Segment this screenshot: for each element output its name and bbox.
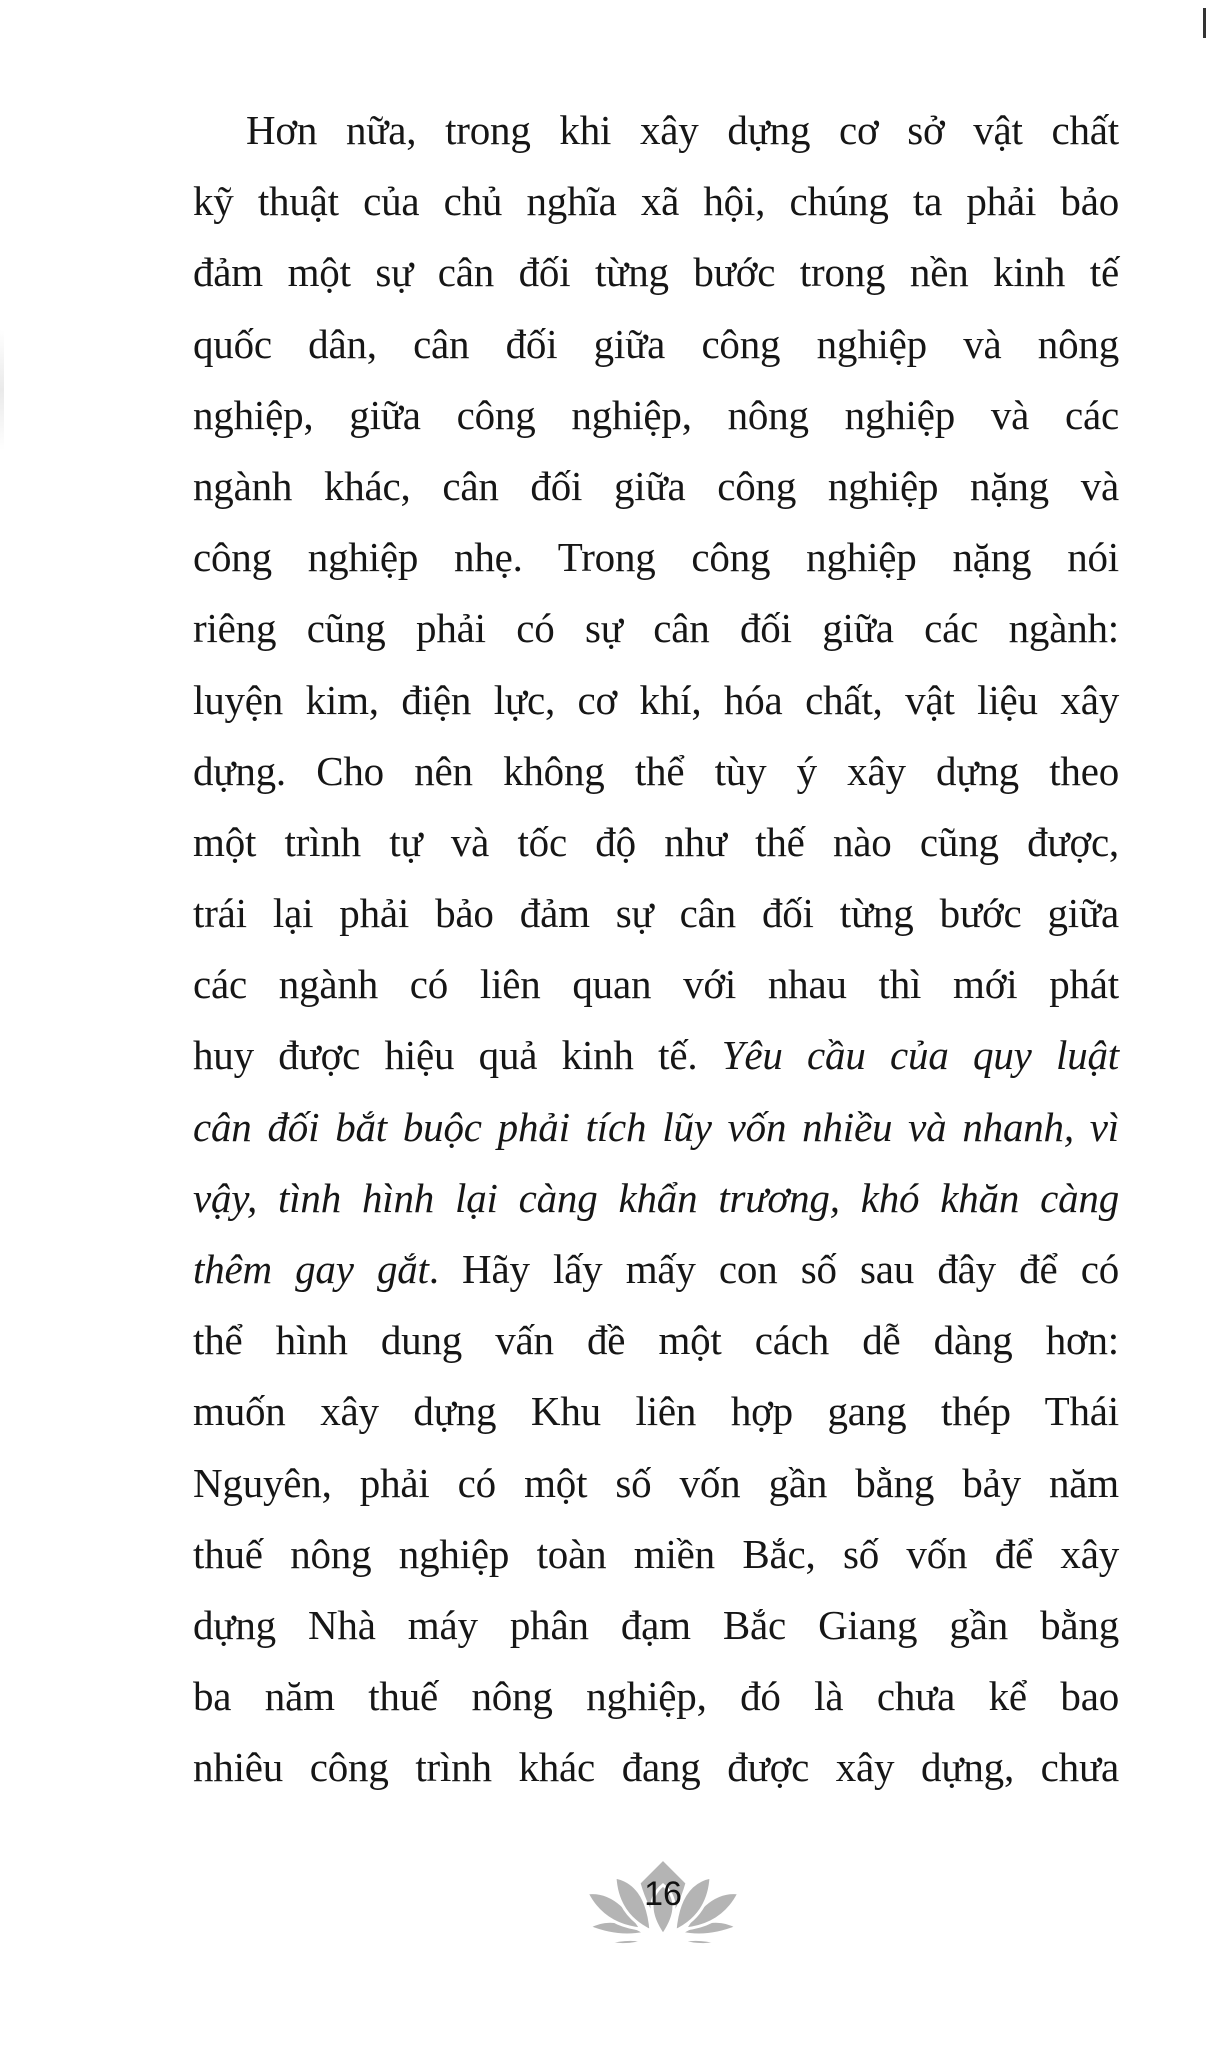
text-run: các ngành có liên quan với nhau thì mới phát: [193, 961, 1119, 1008]
text-run: nghiệp, giữa công nghiệp, nông nghiệp và các: [193, 391, 1119, 438]
text-line: [193, 593, 1119, 664]
text-line: [193, 95, 1119, 166]
text-line: [193, 878, 1119, 949]
text-line: [193, 1234, 1119, 1305]
text-run: đảm một sự cân đối từng bước trong nền kinh tế: [193, 249, 1119, 296]
text-run: Hơn nữa, trong khi xây dựng cơ sở vật chất: [246, 107, 1119, 153]
text-line: [193, 807, 1119, 878]
text-line: [193, 736, 1119, 807]
text-run: trái lại phải bảo đảm sự cân đối từng bước giữa: [193, 890, 1119, 937]
text-run: riêng cũng phải có sự cân đối giữa các ngành:: [193, 605, 1119, 652]
scan-smudge: [0, 330, 4, 450]
text-run: dựng Nhà máy phân đạm Bắc Giang gần bằng: [193, 1601, 1119, 1648]
italic-text-run: cân đối bắt buộc phải tích lũy vốn nhiều và nhanh, vì: [193, 1103, 1119, 1150]
page-number-folio: [583, 1855, 743, 1955]
text-run: Nguyên, phải có một số vốn gần bằng bảy năm: [193, 1459, 1119, 1506]
text-line: [193, 522, 1119, 593]
text-line: [193, 1519, 1119, 1590]
text-run: ngành khác, cân đối giữa công nghiệp nặng và: [193, 462, 1119, 509]
text-line: [193, 949, 1119, 1020]
text-line: [193, 1305, 1119, 1376]
text-line: [193, 1661, 1119, 1732]
text-run: huy được hiệu quả kinh tế.: [193, 1032, 722, 1079]
italic-text-run: Yêu cầu của quy luật: [721, 1032, 1119, 1079]
text-run: ba năm thuế nông nghiệp, đó là chưa kể bao: [193, 1673, 1119, 1720]
text-line: [193, 1092, 1119, 1163]
body-paragraph: [193, 95, 1119, 1804]
text-line: [193, 1020, 1119, 1091]
text-run: nhiêu công trình khác đang được xây dựng, chưa: [193, 1744, 1119, 1791]
text-run: dựng. Cho nên không thể tùy ý xây dựng theo: [193, 747, 1119, 794]
text-line: [193, 1163, 1119, 1234]
italic-text-run: thêm gay gắt: [193, 1246, 429, 1292]
text-line: [193, 1590, 1119, 1661]
text-run: quốc dân, cân đối giữa công nghiệp và nông: [193, 320, 1119, 367]
italic-text-run: vậy, tình hình lại càng khẩn trương, khó khăn càng: [193, 1174, 1119, 1221]
text-run: công nghiệp nhẹ. Trong công nghiệp nặng nói: [193, 534, 1119, 581]
text-line: [193, 309, 1119, 380]
text-run: muốn xây dựng Khu liên hợp gang thép Thái: [193, 1388, 1119, 1435]
text-run: thể hình dung vấn đề một cách dễ dàng hơn:: [193, 1317, 1119, 1364]
text-line: [193, 665, 1119, 736]
text-line: [193, 380, 1119, 451]
text-line: [193, 451, 1119, 522]
text-run: một trình tự và tốc độ như thế nào cũng được,: [193, 818, 1119, 865]
text-line: [193, 1448, 1119, 1519]
text-run: thuế nông nghiệp toàn miền Bắc, số vốn để xây: [193, 1530, 1119, 1577]
text-run: kỹ thuật của chủ nghĩa xã hội, chúng ta phải bảo: [193, 178, 1119, 225]
text-run: luyện kim, điện lực, cơ khí, hóa chất, vật liệu xây: [193, 676, 1119, 723]
text-line: [193, 1732, 1119, 1803]
page-number: 16: [644, 1875, 682, 1913]
scan-edge-mark: [1203, 8, 1206, 38]
text-line: [193, 1376, 1119, 1447]
text-line: [193, 166, 1119, 237]
text-run: . Hãy lấy mấy con số sau đây để có: [428, 1246, 1119, 1292]
text-line: [193, 237, 1119, 308]
